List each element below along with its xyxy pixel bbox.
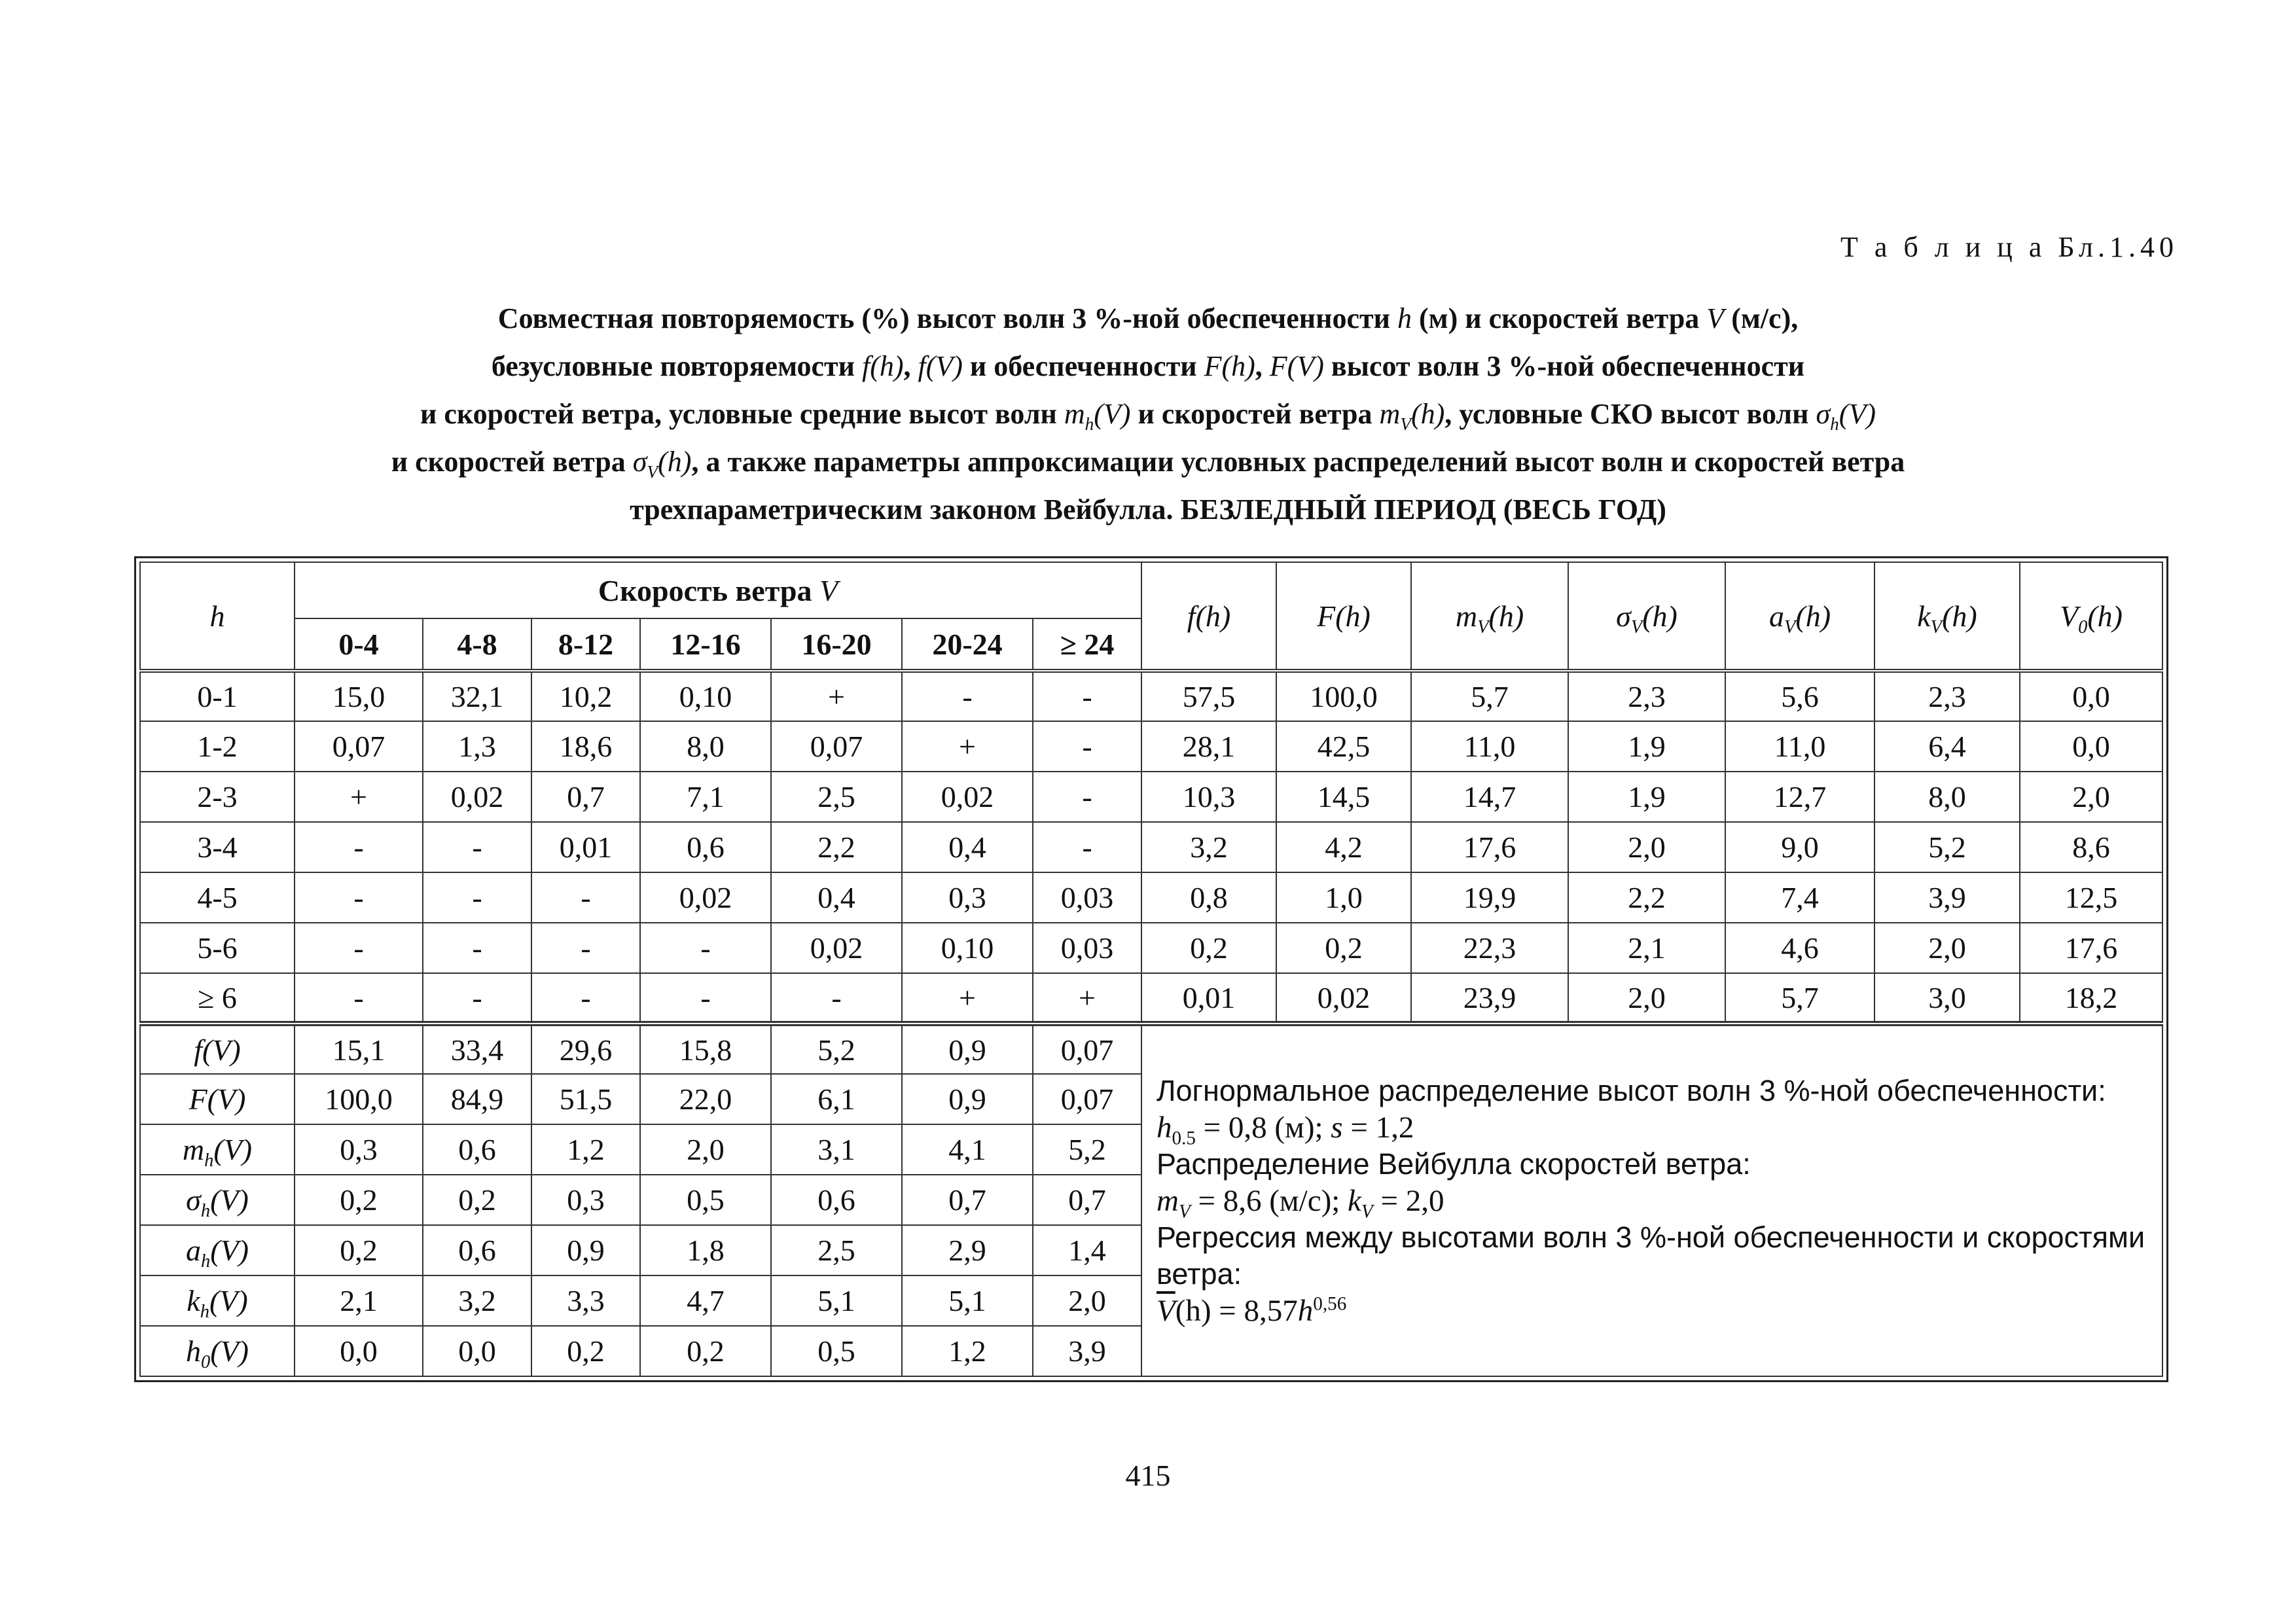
table-row	[140, 721, 2162, 772]
wind-speed-header	[295, 562, 1141, 618]
param-cell: 0,8	[1141, 872, 1276, 923]
math-subscript: V	[1400, 414, 1411, 434]
speed-bin-header: 8-12	[531, 618, 640, 671]
freq-cell: 0,3	[902, 872, 1033, 923]
freq-cell: 0,03	[1033, 872, 1141, 923]
math-subscript: 0	[200, 1352, 211, 1373]
stat-cell: 0,2	[531, 1326, 640, 1376]
caption-line-1	[141, 294, 2155, 342]
regression-text: Регрессия между высотами волн 3 %-ной обеспеченности и скоростями ветра:	[1157, 1221, 2145, 1291]
stat-cell: 0,6	[423, 1225, 531, 1275]
freq-cell: -	[423, 973, 531, 1024]
math-symbol: σ	[1616, 599, 1631, 633]
stat-cell: 0,2	[295, 1175, 423, 1225]
param-cell: 8,0	[1874, 772, 2020, 822]
param-cell: 4,6	[1725, 923, 1874, 973]
math-symbol: F	[1317, 599, 1336, 633]
stat-cell: 51,5	[531, 1074, 640, 1124]
speed-bin-header: 0-4	[295, 618, 423, 671]
param-cell: 5,6	[1725, 671, 1874, 721]
math-subscript: h	[200, 1302, 209, 1323]
wind-speed-header-var: V	[819, 573, 838, 607]
math-value: = 1,2	[1342, 1111, 1414, 1145]
freq-cell: 32,1	[423, 671, 531, 721]
stat-cell: 0,0	[423, 1326, 531, 1376]
caption-line-5: трехпараметрическим законом Вейбулла. БЕЗЛЕДНЫЙ ПЕРИОД (ВЕСЬ ГОД)	[630, 493, 1666, 526]
stat-cell: 0,6	[423, 1124, 531, 1175]
math-symbol: m	[1157, 1184, 1179, 1218]
math-argument: (h)	[1795, 599, 1831, 633]
math-separator: ;	[1314, 1111, 1331, 1145]
stat-cell: 0,2	[295, 1225, 423, 1275]
lognormal-formula	[1157, 1109, 2149, 1149]
math-argument: (V)	[210, 1183, 249, 1217]
stat-label-cell	[140, 1275, 295, 1326]
stat-cell: 1,8	[640, 1225, 771, 1275]
stat-cell: 1,2	[902, 1326, 1033, 1376]
math-argument: (V)	[1094, 398, 1131, 430]
stat-cell: 1,2	[531, 1124, 640, 1175]
param-cell: 57,5	[1141, 671, 1276, 721]
stat-cell: 5,1	[902, 1275, 1033, 1326]
param-cell: 0,0	[2020, 721, 2162, 772]
math-argument: (h)	[1175, 1294, 1211, 1328]
freq-cell: 0,10	[902, 923, 1033, 973]
table-row	[140, 1024, 2162, 1074]
math-argument: (h)	[1642, 599, 1677, 633]
math-argument: (V)	[210, 1334, 249, 1368]
math-value: = 2,0	[1372, 1184, 1444, 1218]
math-subscript: h	[200, 1251, 211, 1272]
param-cell: 19,9	[1411, 872, 1568, 923]
math-argument: (h)	[2087, 599, 2123, 633]
stat-cell: 6,1	[771, 1074, 902, 1124]
param-cell: 2,0	[2020, 772, 2162, 822]
param-cell: 2,3	[1568, 671, 1725, 721]
param-cell: 2,3	[1874, 671, 2020, 721]
freq-cell: -	[1033, 671, 1141, 721]
caption-text: (м) и скоростей ветра	[1411, 302, 1707, 334]
h-range-cell: 0-1	[140, 671, 295, 721]
math-symbol: h	[1297, 1294, 1314, 1328]
freq-cell: 0,03	[1033, 923, 1141, 973]
stat-cell: 1,4	[1033, 1225, 1141, 1275]
freq-cell: 0,7	[531, 772, 640, 822]
speed-bin-header: ≥ 24	[1033, 618, 1141, 671]
math-subscript: h	[204, 1150, 214, 1171]
param-cell: 100,0	[1276, 671, 1411, 721]
h-range-cell: 3-4	[140, 822, 295, 872]
caption-line-4	[141, 438, 2155, 486]
freq-cell: 2,5	[771, 772, 902, 822]
freq-cell: 0,10	[640, 671, 771, 721]
table-row	[140, 872, 2162, 923]
param-cell: 0,0	[2020, 671, 2162, 721]
math-argument: (V)	[202, 1033, 241, 1067]
caption-text: и скоростей ветра, условные средние высот волн	[420, 398, 1064, 430]
stat-label-cell	[140, 1326, 295, 1376]
param-header	[1725, 562, 1874, 671]
math-symbol: m	[1379, 398, 1401, 430]
math-subscript: V	[1630, 616, 1643, 637]
param-cell: 11,0	[1411, 721, 1568, 772]
freq-cell: -	[771, 973, 902, 1024]
speed-bin-header: 16-20	[771, 618, 902, 671]
math-symbol: f	[194, 1033, 203, 1067]
param-cell: 9,0	[1725, 822, 1874, 872]
math-symbol: f	[1187, 599, 1196, 633]
math-separator: ;	[1331, 1184, 1348, 1218]
table-label: Т а б л и ц а Бл.1.40	[1840, 231, 2178, 263]
page-number: 415	[1125, 1459, 1171, 1492]
param-cell: 28,1	[1141, 721, 1276, 772]
weibull-text: Распределение Вейбулла скоростей ветра:	[1157, 1147, 1751, 1181]
stat-cell: 100,0	[295, 1074, 423, 1124]
stat-cell: 2,9	[902, 1225, 1033, 1275]
caption-text: , условные СКО высот волн	[1444, 398, 1816, 430]
param-header	[1874, 562, 2020, 671]
freq-cell: +	[295, 772, 423, 822]
math-symbol: m	[1455, 599, 1478, 633]
speed-bin-header: 20-24	[902, 618, 1033, 671]
freq-cell: -	[295, 822, 423, 872]
param-cell: 14,7	[1411, 772, 1568, 822]
math-exponent: 0,56	[1313, 1293, 1347, 1315]
math-subscript: V	[1784, 616, 1796, 637]
caption-text: , а также параметры аппроксимации условных распределений высот волн и скоростей ветра	[691, 446, 1905, 478]
param-cell: 2,0	[1568, 822, 1725, 872]
stat-cell: 0,9	[902, 1074, 1033, 1124]
stat-cell: 3,9	[1033, 1326, 1141, 1376]
param-cell: 2,2	[1568, 872, 1725, 923]
stat-cell: 15,8	[640, 1024, 771, 1074]
caption-line-2	[141, 342, 2155, 390]
math-symbol: σ	[1816, 398, 1831, 430]
math-subscript: V	[1361, 1201, 1373, 1222]
param-cell: 5,7	[1411, 671, 1568, 721]
stat-cell: 3,3	[531, 1275, 640, 1326]
math-symbol: σ	[186, 1183, 201, 1217]
param-cell: 7,4	[1725, 872, 1874, 923]
param-cell: 12,7	[1725, 772, 1874, 822]
math-symbol: k	[187, 1284, 200, 1317]
math-argument: (V)	[1839, 398, 1876, 430]
lognormal-text: Логнормальное распределение высот волн 3 %-ной обеспеченности:	[1157, 1074, 2106, 1107]
stat-cell: 29,6	[531, 1024, 640, 1074]
param-header	[1568, 562, 1725, 671]
math-argument: (V)	[207, 1082, 246, 1116]
freq-cell: -	[295, 923, 423, 973]
stat-cell: 22,0	[640, 1074, 771, 1124]
caption-text: (м/с),	[1724, 302, 1799, 334]
math-symbol: k	[1348, 1184, 1361, 1218]
param-cell: 2,0	[1568, 973, 1725, 1024]
param-cell: 3,0	[1874, 973, 2020, 1024]
caption-math	[632, 446, 692, 482]
param-cell: 42,5	[1276, 721, 1411, 772]
regression-formula	[1157, 1293, 2149, 1329]
caption-math: V	[1706, 302, 1725, 334]
math-subscript: 0.5	[1172, 1128, 1196, 1149]
notes-cell	[1141, 1024, 2162, 1376]
stat-cell: 0,2	[640, 1326, 771, 1376]
stat-cell: 2,5	[771, 1225, 902, 1275]
freq-cell: +	[902, 721, 1033, 772]
stat-cell: 0,5	[640, 1175, 771, 1225]
freq-cell: 0,02	[771, 923, 902, 973]
math-subscript: h	[1085, 414, 1094, 434]
stat-label-cell	[140, 1175, 295, 1225]
param-cell: 0,02	[1276, 973, 1411, 1024]
freq-cell: -	[640, 973, 771, 1024]
caption-math: f(h)	[861, 350, 904, 382]
stat-label-cell	[140, 1074, 295, 1124]
caption-text: ,	[1255, 350, 1270, 382]
freq-cell: 0,6	[640, 822, 771, 872]
stat-cell: 2,0	[640, 1124, 771, 1175]
caption-text: и обеспеченности	[962, 350, 1204, 382]
stat-cell: 0,7	[1033, 1175, 1141, 1225]
math-symbol: a	[1768, 599, 1784, 633]
freq-cell: -	[423, 923, 531, 973]
freq-cell: -	[640, 923, 771, 973]
param-header	[1411, 562, 1568, 671]
param-cell: 1,0	[1276, 872, 1411, 923]
freq-cell: -	[423, 872, 531, 923]
freq-cell: -	[531, 923, 640, 973]
param-cell: 1,9	[1568, 721, 1725, 772]
freq-cell: -	[531, 872, 640, 923]
param-cell: 22,3	[1411, 923, 1568, 973]
freq-cell: -	[902, 671, 1033, 721]
caption-math: F(h)	[1204, 350, 1255, 382]
freq-cell: 10,2	[531, 671, 640, 721]
math-symbol: h	[185, 1334, 201, 1368]
freq-cell: 7,1	[640, 772, 771, 822]
math-subscript: h	[200, 1201, 211, 1222]
h-range-cell: ≥ 6	[140, 973, 295, 1024]
caption-math: h	[1397, 302, 1412, 334]
param-cell: 3,2	[1141, 822, 1276, 872]
speed-bin-header: 4-8	[423, 618, 531, 671]
param-cell: 17,6	[1411, 822, 1568, 872]
math-argument: (h)	[1410, 398, 1445, 430]
param-cell: 4,2	[1276, 822, 1411, 872]
param-cell: 6,4	[1874, 721, 2020, 772]
table-row	[140, 973, 2162, 1024]
param-cell: 12,5	[2020, 872, 2162, 923]
freq-cell: 0,4	[902, 822, 1033, 872]
param-cell: 5,2	[1874, 822, 2020, 872]
freq-cell: 18,6	[531, 721, 640, 772]
freq-cell: 0,4	[771, 872, 902, 923]
param-header	[2020, 562, 2162, 671]
stat-cell: 0,07	[1033, 1074, 1141, 1124]
math-argument: (h)	[658, 446, 692, 478]
math-argument: (V)	[210, 1234, 249, 1267]
math-value: = 8,57	[1211, 1294, 1298, 1328]
freq-cell: -	[423, 822, 531, 872]
table-row	[140, 671, 2162, 721]
math-unit: (м/с)	[1269, 1184, 1332, 1218]
math-symbol: m	[182, 1133, 205, 1166]
param-cell: 23,9	[1411, 973, 1568, 1024]
weibull-formula	[1157, 1183, 2149, 1222]
stat-cell: 0,3	[295, 1124, 423, 1175]
wind-speed-header-text: Скорость ветра	[598, 573, 819, 607]
stat-cell: 0,7	[902, 1175, 1033, 1225]
stat-cell: 0,07	[1033, 1024, 1141, 1074]
math-symbol: h	[1157, 1111, 1172, 1145]
stat-cell: 3,1	[771, 1124, 902, 1175]
math-symbol: a	[185, 1234, 201, 1267]
caption-math: f(V)	[918, 350, 963, 382]
h-range-cell: 1-2	[140, 721, 295, 772]
stat-cell: 0,0	[295, 1326, 423, 1376]
freq-cell: 8,0	[640, 721, 771, 772]
stat-cell: 0,9	[531, 1225, 640, 1275]
freq-cell: -	[295, 872, 423, 923]
caption-math	[1816, 398, 1876, 434]
caption-text: и скоростей ветра	[391, 446, 633, 478]
caption-text: высот волн 3 %-ной обеспеченности	[1323, 350, 1805, 382]
math-value: = 8,6	[1190, 1184, 1270, 1218]
math-subscript: V	[647, 461, 658, 482]
stat-cell: 5,2	[1033, 1124, 1141, 1175]
freq-cell: 0,07	[771, 721, 902, 772]
param-header	[1276, 562, 1411, 671]
freq-cell: +	[771, 671, 902, 721]
param-cell: 0,2	[1141, 923, 1276, 973]
data-table	[139, 562, 2163, 1377]
freq-cell: -	[1033, 772, 1141, 822]
stat-cell: 84,9	[423, 1074, 531, 1124]
caption-text: Совместная повторяемость (%) высот волн 3 %-ной обеспеченности	[497, 302, 1397, 334]
h-range-cell: 5-6	[140, 923, 295, 973]
stat-cell: 0,9	[902, 1024, 1033, 1074]
stat-cell: 5,2	[771, 1024, 902, 1074]
caption-math	[1064, 398, 1131, 434]
math-symbol: s	[1331, 1111, 1343, 1145]
table-row	[140, 923, 2162, 973]
h-column-header: h	[140, 562, 295, 671]
caption-text: ,	[903, 350, 918, 382]
h-range-cell: 4-5	[140, 872, 295, 923]
caption-text: безусловные повторяемости	[491, 350, 862, 382]
freq-cell: 0,02	[423, 772, 531, 822]
stat-cell: 33,4	[423, 1024, 531, 1074]
math-argument: (h)	[1942, 599, 1977, 633]
stat-cell: 4,1	[902, 1124, 1033, 1175]
stat-label-cell	[140, 1024, 295, 1074]
math-symbol: F	[188, 1082, 207, 1116]
math-argument: (h)	[1195, 599, 1231, 633]
param-cell: 14,5	[1276, 772, 1411, 822]
math-subscript: V	[1930, 616, 1943, 637]
math-symbol: σ	[632, 446, 647, 478]
freq-cell: 0,01	[531, 822, 640, 872]
stat-cell: 4,7	[640, 1275, 771, 1326]
freq-cell: -	[531, 973, 640, 1024]
math-subscript: V	[1178, 1201, 1191, 1222]
stat-label-cell	[140, 1124, 295, 1175]
freq-cell: +	[1033, 973, 1141, 1024]
freq-cell: 15,0	[295, 671, 423, 721]
freq-cell: 0,02	[902, 772, 1033, 822]
math-argument: (h)	[1335, 599, 1371, 633]
param-cell: 2,0	[1874, 923, 2020, 973]
freq-cell: +	[902, 973, 1033, 1024]
stat-cell: 0,2	[423, 1175, 531, 1225]
freq-cell: 0,02	[640, 872, 771, 923]
table-caption	[141, 294, 2155, 533]
param-cell: 0,01	[1141, 973, 1276, 1024]
param-cell: 1,9	[1568, 772, 1725, 822]
param-cell: 2,1	[1568, 923, 1725, 973]
stat-cell: 0,6	[771, 1175, 902, 1225]
freq-cell: -	[1033, 822, 1141, 872]
freq-cell: 2,2	[771, 822, 902, 872]
math-argument: (V)	[209, 1284, 248, 1317]
math-symbol: m	[1064, 398, 1085, 430]
math-symbol: k	[1917, 599, 1931, 633]
param-cell: 11,0	[1725, 721, 1874, 772]
stat-cell: 15,1	[295, 1024, 423, 1074]
freq-cell: -	[295, 973, 423, 1024]
caption-math: F(V)	[1269, 350, 1324, 382]
stat-cell: 5,1	[771, 1275, 902, 1326]
freq-cell: 0,07	[295, 721, 423, 772]
table-row	[140, 772, 2162, 822]
stat-cell: 2,1	[295, 1275, 423, 1326]
math-subscript: 0	[2078, 616, 2088, 637]
math-symbol: $\overline{V}$	[1157, 1294, 1175, 1328]
freq-cell: -	[1033, 721, 1141, 772]
table-row	[140, 822, 2162, 872]
param-cell: 5,7	[1725, 973, 1874, 1024]
stat-cell: 3,2	[423, 1275, 531, 1326]
math-subscript: h	[1830, 414, 1839, 434]
stat-cell: 0,3	[531, 1175, 640, 1225]
math-argument: (V)	[213, 1133, 253, 1166]
stat-cell: 0,5	[771, 1326, 902, 1376]
math-argument: (h)	[1488, 599, 1524, 633]
stat-cell: 2,0	[1033, 1275, 1141, 1326]
caption-math	[1379, 398, 1445, 434]
math-subscript: V	[1477, 616, 1489, 637]
stat-label-cell	[140, 1225, 295, 1275]
caption-line-3	[141, 390, 2155, 438]
speed-bin-header: 12-16	[640, 618, 771, 671]
math-value: = 0,8	[1195, 1111, 1275, 1145]
math-unit: (м)	[1274, 1111, 1315, 1145]
param-cell: 18,2	[2020, 973, 2162, 1024]
param-cell: 8,6	[2020, 822, 2162, 872]
freq-cell: 1,3	[423, 721, 531, 772]
param-cell: 0,2	[1276, 923, 1411, 973]
param-cell: 10,3	[1141, 772, 1276, 822]
math-symbol: V	[2059, 599, 2079, 633]
param-header	[1141, 562, 1276, 671]
param-cell: 17,6	[2020, 923, 2162, 973]
caption-text: и скоростей ветра	[1130, 398, 1380, 430]
h-range-cell: 2-3	[140, 772, 295, 822]
param-cell: 3,9	[1874, 872, 2020, 923]
